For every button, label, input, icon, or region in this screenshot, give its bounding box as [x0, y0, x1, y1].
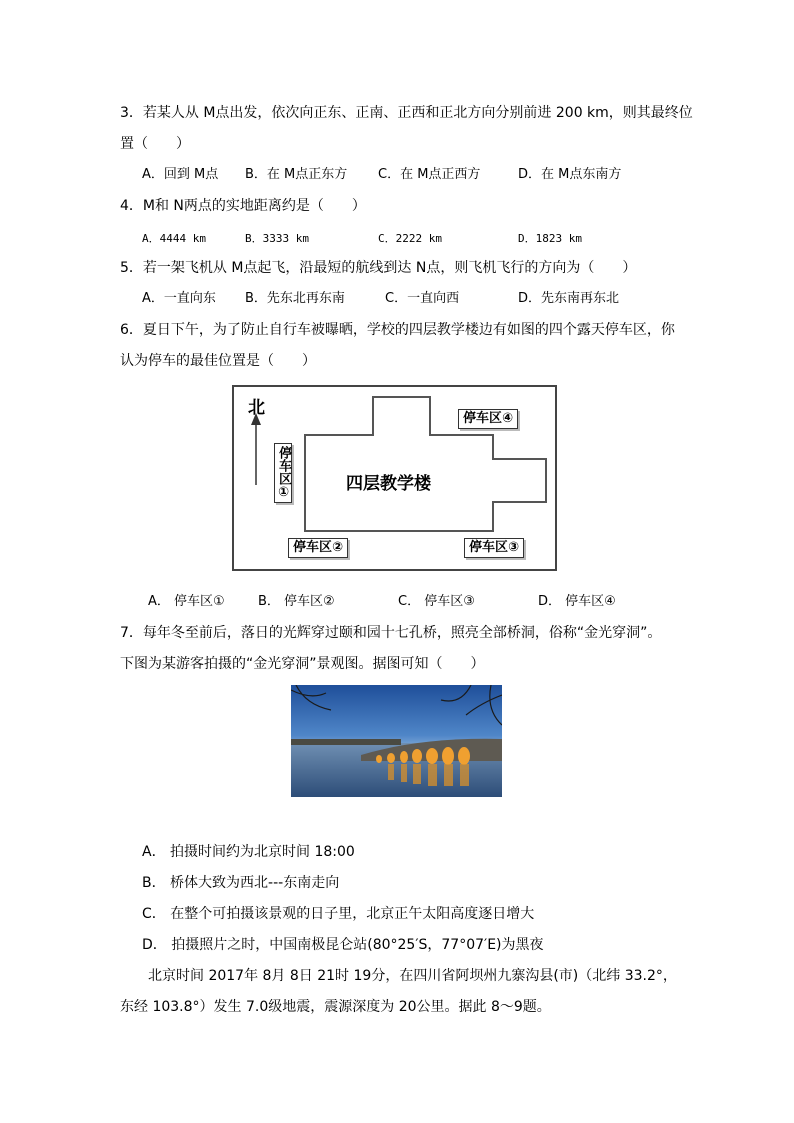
parking-zone-3: 停车区③ [464, 538, 524, 558]
north-label: 北 [248, 398, 265, 418]
q5-option-c: C．一直向西 [385, 291, 460, 306]
q7-stem-line2: 下图为某游客拍摄的“金光穿洞”景观图。据图可知（ ） [120, 656, 485, 672]
q6-stem-line1: 6．夏日下午，为了防止自行车被曝晒，学校的四层教学楼边有如图的四个露天停车区，你 [120, 322, 675, 338]
q6-option-c: C． 停车区③ [398, 594, 475, 609]
parking-zone-4: 停车区④ [458, 409, 518, 429]
q5-stem: 5．若一架飞机从 M点起飞，沿最短的航线到达 N点，则飞机飞行的方向为（ ） [120, 260, 637, 276]
q7-option-b: B． 桥体大致为西北---东南走向 [142, 875, 340, 891]
golden-light-bridge-photo [291, 685, 502, 797]
q3-stem-line1: 3．若某人从 M点出发，依次向正东、正南、正西和正北方向分别前进 200 km，则其最终位 [120, 105, 693, 121]
q3-option-a: A．回到 M点 [142, 167, 219, 182]
passage-line2: 东经 103.8°）发生 7.0级地震，震源深度为 20公里。据此 8～9题。 [120, 999, 551, 1015]
q4-option-b: B．3333 km [245, 232, 309, 245]
q6-option-d: D． 停车区④ [538, 594, 616, 609]
q4-option-a: A．4444 km [142, 232, 206, 245]
q3-option-c: C．在 M点正西方 [378, 167, 481, 182]
q4-option-d: D．1823 km [518, 232, 582, 245]
campus-parking-diagram [232, 385, 557, 571]
q7-stem-line1: 7．每年冬至前后，落日的光辉穿过颐和园十七孔桥，照亮全部桥洞，俗称“金光穿洞”。 [120, 625, 662, 641]
q7-option-d: D． 拍摄照片之时，中国南极昆仑站(80°25′S，77°07′E)为黑夜 [142, 937, 544, 953]
q7-option-a: A． 拍摄时间约为北京时间 18:00 [142, 844, 355, 860]
q6-option-a: A． 停车区① [148, 594, 225, 609]
passage-line1: 北京时间 2017年 8月 8日 21时 19分，在四川省阿坝州九寨沟县(市)（北纬 33.2°， [148, 968, 677, 984]
parking-zone-1: 停车区① [274, 443, 292, 503]
q6-stem-line2: 认为停车的最佳位置是（ ） [120, 353, 316, 369]
q3-option-d: D．在 M点东南方 [518, 167, 622, 182]
q6-option-b: B． 停车区② [258, 594, 335, 609]
q5-option-a: A．一直向东 [142, 291, 216, 306]
parking-zone-2: 停车区② [288, 538, 348, 558]
q5-option-b: B．先东北再东南 [245, 291, 345, 306]
q5-option-d: D．先东南再东北 [518, 291, 620, 306]
q7-option-c: C． 在整个可拍摄该景观的日子里，北京正午太阳高度逐日增大 [142, 906, 535, 922]
q3-option-b: B．在 M点正东方 [245, 167, 348, 182]
q3-stem-line2: 置（ ） [120, 136, 190, 152]
q4-stem: 4．M和 N两点的实地距离约是（ ） [120, 198, 366, 214]
building-label: 四层教学楼 [346, 474, 431, 494]
q4-option-c: C．2222 km [378, 232, 442, 245]
